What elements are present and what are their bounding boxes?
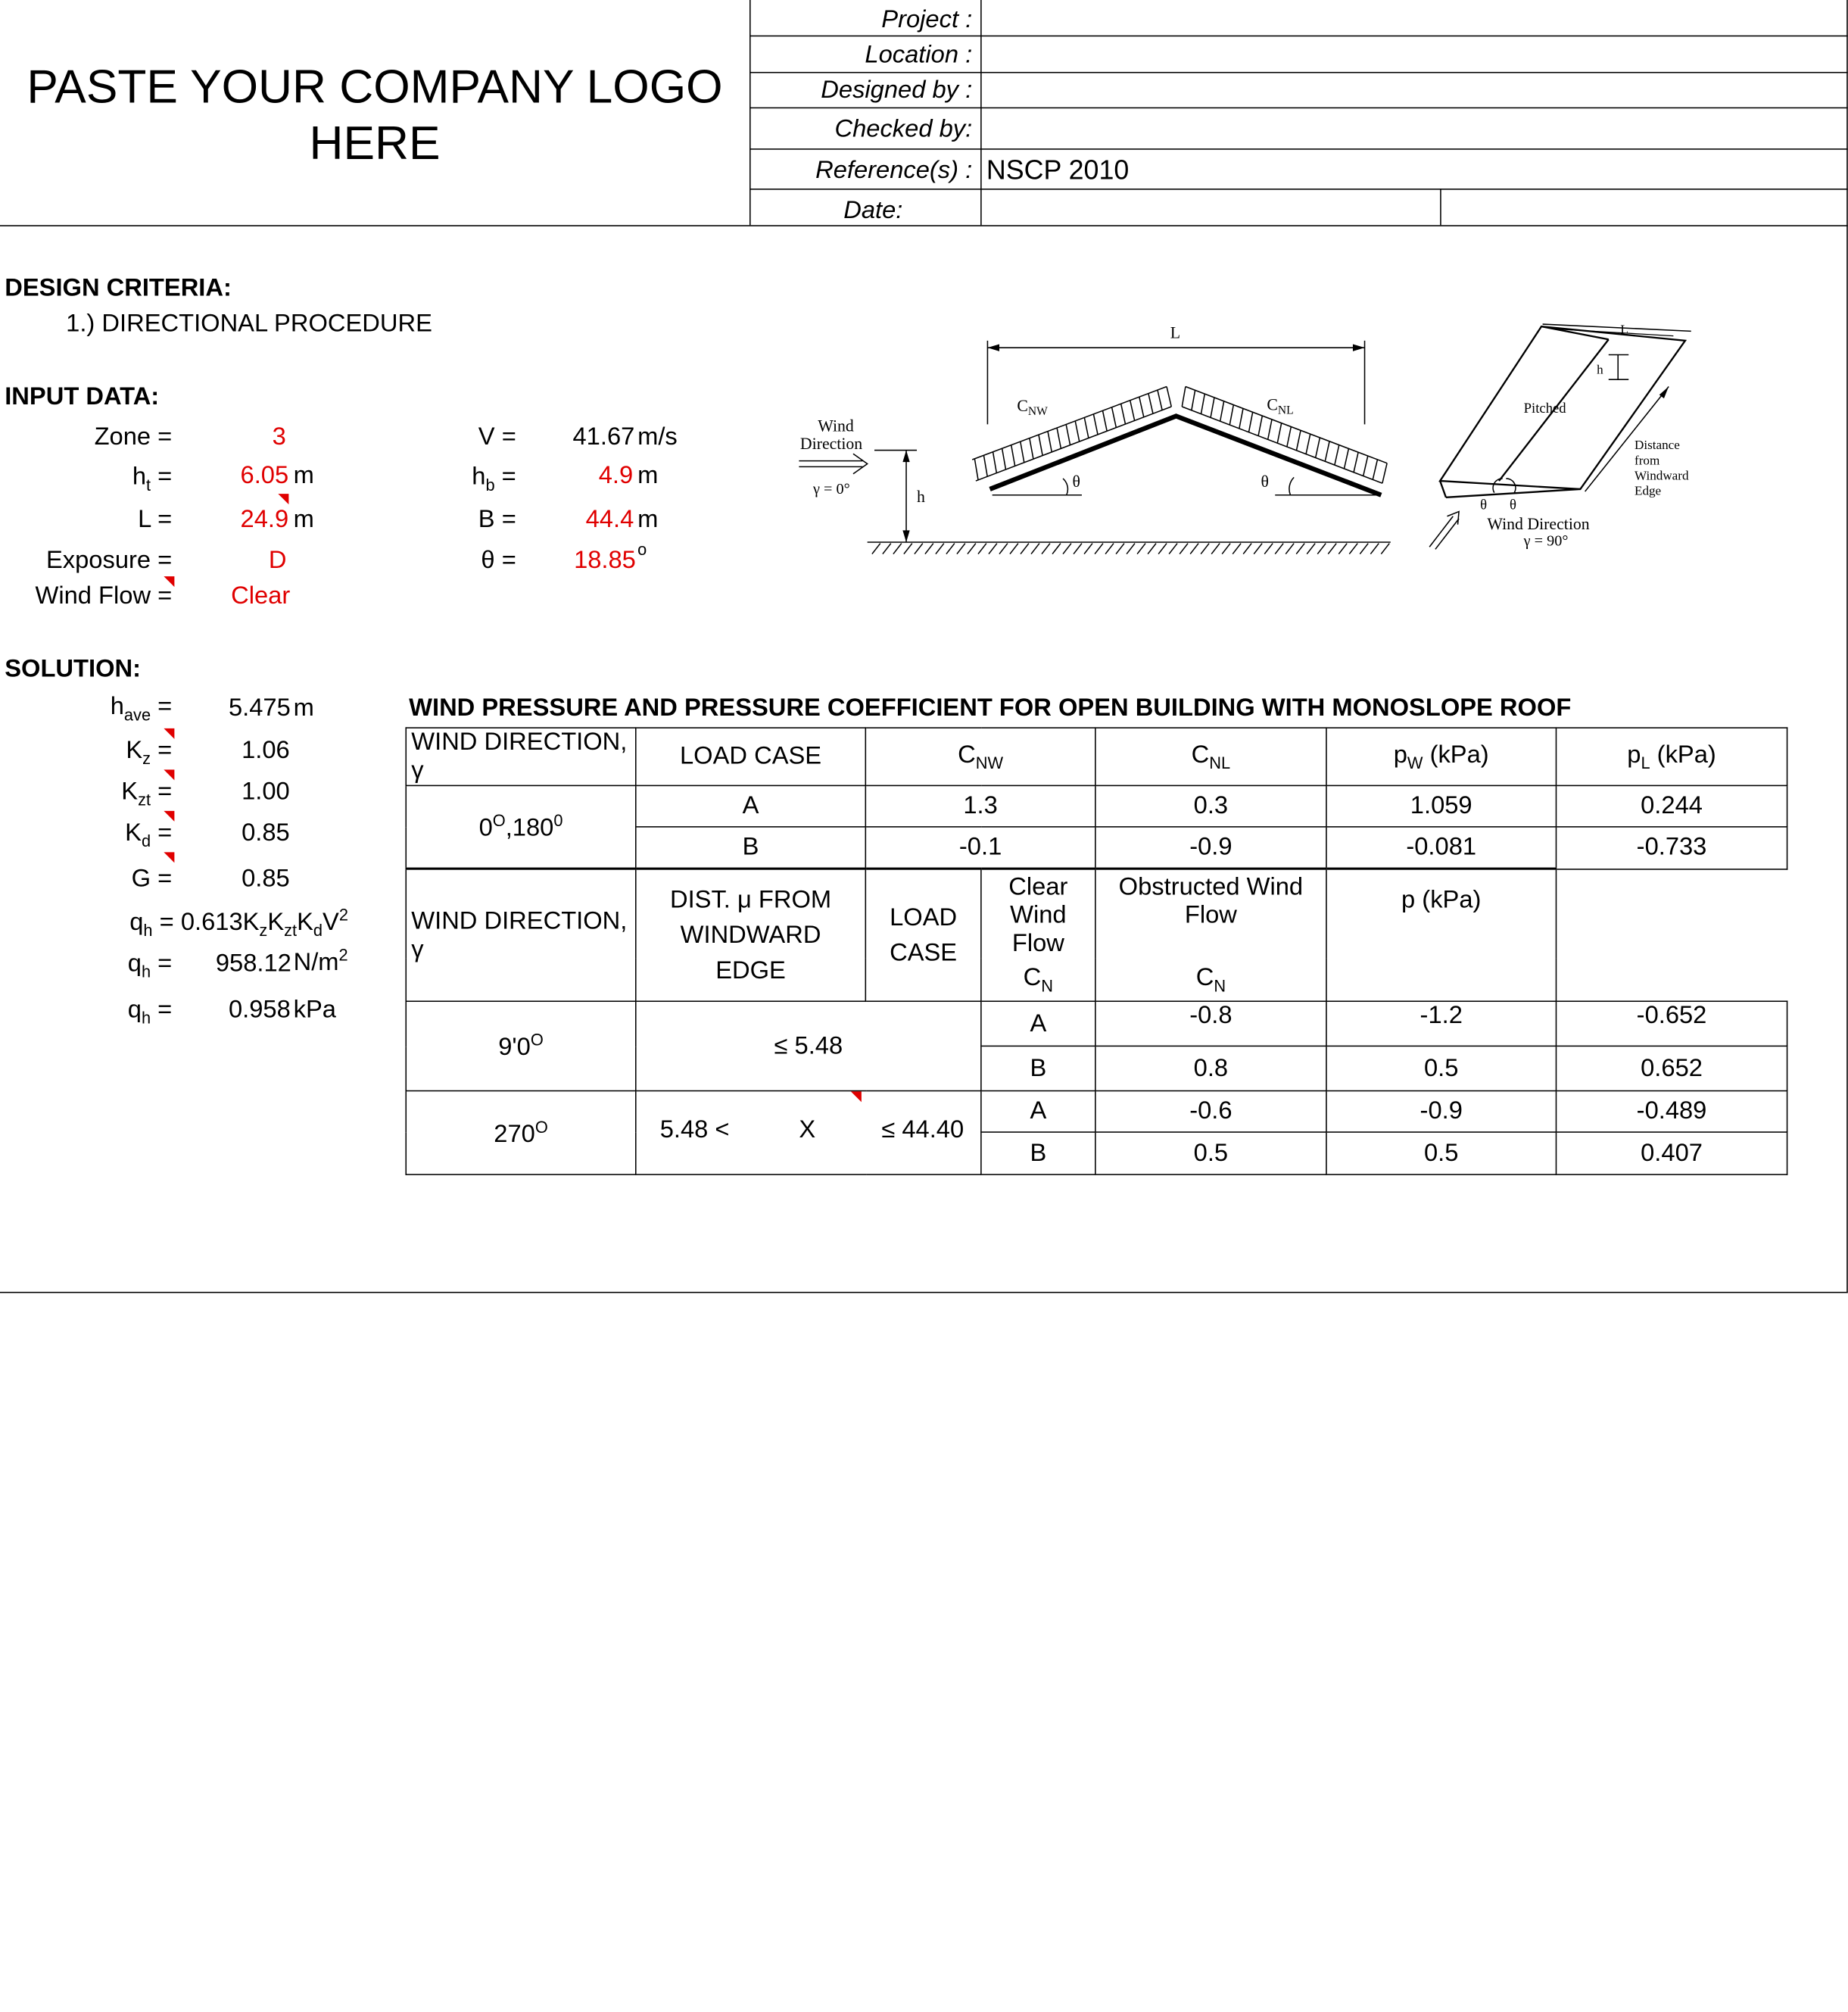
pressure-arrow	[1139, 397, 1144, 417]
kzt-value: 1.00	[242, 778, 290, 806]
cn-obstructed-a: -1.2	[1326, 1001, 1557, 1046]
qh-unit-kpa: kPa	[293, 996, 336, 1024]
ground-hatch	[1042, 544, 1050, 554]
ground-hatch	[936, 544, 944, 554]
pl-b: -0.733	[1556, 827, 1787, 869]
qh-unit-nm2-text: N/m	[293, 948, 339, 976]
header2-cn-clear-text: C	[1023, 964, 1042, 991]
pressure-arrow	[1316, 438, 1320, 457]
pressure-arrow	[1093, 414, 1098, 435]
label-theta-left: θ	[1072, 472, 1080, 491]
ground-hatch	[1021, 544, 1029, 554]
label-distance: Distance	[1635, 438, 1680, 453]
p-a: -0.489	[1556, 1091, 1787, 1132]
pressure-arrow	[1011, 445, 1015, 466]
ground-hatch	[1180, 544, 1188, 554]
header-load-case: LOAD CASE	[636, 728, 866, 785]
pressure-arrow	[1382, 463, 1387, 483]
direction-180-text: ,180	[505, 814, 554, 842]
header-pw-text: p	[1393, 741, 1407, 769]
pressure-arrow	[993, 451, 996, 473]
l-unit: m	[293, 505, 314, 533]
load-case-a: A	[636, 785, 866, 826]
pressure-arrow	[1167, 387, 1171, 407]
header-cnl-text: C	[1191, 741, 1210, 769]
references-field[interactable]: NSCP 2010	[986, 154, 1130, 186]
ground-hatch	[1254, 544, 1262, 554]
ground-hatch	[915, 544, 923, 554]
ground-hatch	[1296, 544, 1304, 554]
pressure-arrow	[1325, 441, 1329, 461]
ground-hatch	[1169, 544, 1177, 554]
label-wind-direction: Wind Direction	[1487, 514, 1590, 533]
g-value: 0.85	[242, 865, 290, 893]
comment-marker[interactable]	[164, 769, 174, 780]
label-l: L	[1170, 323, 1181, 342]
distance-le-5-48: ≤ 5.48	[636, 1001, 981, 1090]
label-edge: Edge	[1635, 483, 1662, 498]
ground-hatch	[968, 544, 976, 554]
load-case-b: B	[981, 1132, 1095, 1174]
label-cnw-sub: NW	[1027, 404, 1048, 418]
label-wind: Wind	[818, 416, 854, 435]
cn-obstructed-b: 0.5	[1326, 1132, 1557, 1174]
distance-upper: ≤ 44.40	[881, 1116, 965, 1143]
pressure-arrow	[1268, 420, 1272, 439]
b-unit: m	[637, 505, 659, 533]
ground-hatch	[1328, 544, 1336, 554]
qh-formula-text: = 0.613K	[159, 909, 260, 936]
label-cnl-sub: NL	[1277, 404, 1294, 417]
ground-hatch	[1275, 544, 1283, 554]
pressure-arrow	[1306, 434, 1310, 454]
table-row	[406, 728, 1787, 785]
ground-hatch	[1148, 544, 1156, 554]
ground-hatch	[1317, 544, 1326, 554]
have-unit: m	[293, 694, 314, 722]
pl-a: 0.244	[1556, 785, 1787, 826]
company-logo-placeholder	[0, 59, 749, 172]
qh-label: $q_h$ =	[127, 996, 173, 1028]
pitched-roof-3d-diagram	[1420, 316, 1738, 563]
pressure-arrow	[1192, 390, 1195, 410]
p-a: -0.652	[1556, 1001, 1787, 1046]
pressure-arrow	[1112, 407, 1117, 428]
pressure-arrow	[1239, 408, 1243, 428]
ground-hatch	[1211, 544, 1220, 554]
pressure-arrow	[1344, 448, 1348, 468]
header-cnw-text: C	[958, 741, 976, 769]
qh-value-nm2: 958.12	[215, 950, 291, 978]
ground-hatch	[1243, 544, 1251, 554]
label-theta-3d-left: θ	[1480, 497, 1488, 513]
ground-hatch	[925, 544, 933, 554]
cnw-b: -0.1	[865, 827, 1095, 869]
ground-hatch	[1338, 544, 1347, 554]
pressure-arrow	[1258, 416, 1262, 435]
cnl-a: 0.3	[1095, 785, 1326, 826]
ground-hatch	[1360, 544, 1368, 554]
ground-hatch	[957, 544, 965, 554]
ground-hatch	[1222, 544, 1230, 554]
label-pitched: Pitched	[1523, 400, 1566, 416]
pressure-arrow	[1201, 394, 1204, 413]
ground-hatch	[1127, 544, 1135, 554]
header2-distance-line2: EDGE	[715, 956, 786, 984]
checked-by-field[interactable]	[982, 108, 1848, 148]
pressure-arrow	[1335, 445, 1339, 465]
header-wind-direction: WIND DIRECTION, γ	[406, 728, 636, 785]
cn-clear-a: -0.6	[1095, 1091, 1326, 1132]
pressure-arrow	[1148, 394, 1153, 414]
ground-hatch	[1370, 544, 1379, 554]
designed-by-field[interactable]	[982, 73, 1848, 108]
zone-value[interactable]: 3	[272, 423, 286, 451]
pressure-arrow	[1075, 421, 1079, 441]
ground-hatch	[883, 544, 891, 554]
ground-hatch	[1095, 544, 1103, 554]
label-direction: Direction	[799, 435, 863, 454]
ground-hatch	[1158, 544, 1167, 554]
pressure-arrows-windward	[972, 387, 1171, 482]
pressure-arrow	[1287, 427, 1291, 447]
ground-hatch	[978, 544, 986, 554]
input-data-title: INPUT DATA:	[5, 382, 160, 410]
ground-hatch	[1137, 544, 1145, 554]
hb-label: $h_b$ =	[472, 463, 516, 494]
cn-clear-b: 0.5	[1095, 1132, 1326, 1174]
direction-90-text: 9'0	[498, 1034, 531, 1061]
ground-hatch	[1190, 544, 1198, 554]
ground-hatch	[1116, 544, 1124, 554]
wind-pressure-table	[405, 727, 1787, 1174]
label-cnw-c: C	[1017, 397, 1028, 416]
pressure-arrow	[1220, 401, 1224, 421]
label-gamma-90: γ = 90°	[1523, 532, 1569, 550]
checked-by-label: Checked by:	[834, 115, 973, 143]
location-label: Location :	[865, 41, 973, 69]
comment-marker[interactable]	[278, 494, 288, 504]
header-cnl: $C_{NL}$	[1095, 728, 1326, 785]
design-criteria-title: DESIGN CRITERIA:	[5, 274, 232, 302]
b-label: B =	[478, 505, 516, 533]
designed-by-label: Designed by :	[821, 76, 973, 104]
pressure-arrow	[1048, 431, 1052, 451]
pressure-arrow	[1121, 404, 1126, 424]
load-case-a: A	[981, 1091, 1095, 1132]
hb-value[interactable]: 4.9	[598, 462, 634, 489]
header2-load-line1: LOAD	[890, 903, 958, 931]
ground-hatch	[1063, 544, 1071, 554]
label-gamma-0: γ = 0°	[813, 481, 850, 498]
header2-distance-line1: DIST. μ FROM WINDWARD	[669, 885, 832, 949]
b-value[interactable]: 44.4	[585, 505, 634, 533]
pressure-arrow	[1130, 401, 1135, 421]
header2-p: p (kPa)	[1326, 869, 1557, 1001]
pressure-arrow	[1296, 430, 1301, 450]
design-criteria-item: 1.) DIRECTIONAL PROCEDURE	[66, 310, 432, 338]
ground-hatch	[1201, 544, 1209, 554]
label-h-3d: h	[1597, 362, 1603, 377]
exposure-label: Exposure =	[45, 547, 173, 575]
label-cnl-c: C	[1267, 395, 1278, 414]
comment-marker[interactable]	[164, 728, 174, 739]
ground-hatch	[946, 544, 955, 554]
kd-value: 0.85	[242, 819, 290, 847]
exposure-value[interactable]: D	[268, 547, 287, 575]
header2-distance	[636, 869, 866, 1001]
wind-flow-value[interactable]: Clear	[231, 582, 291, 610]
pressure-arrow	[1363, 456, 1368, 476]
l-label: L =	[138, 505, 173, 533]
ground-hatch	[999, 544, 1008, 554]
pressure-arrow	[1030, 438, 1033, 459]
cn-obstructed-b: 0.5	[1326, 1046, 1557, 1090]
logo-line-1: PASTE YOUR COMPANY LOGO	[26, 61, 723, 114]
ground-hatch	[989, 544, 997, 554]
direction-270-text: 270	[494, 1120, 535, 1148]
ht-value[interactable]: 6.05	[240, 462, 289, 489]
hb-unit: m	[637, 462, 659, 489]
header2-cn-obstructed: $C_N$	[1095, 958, 1326, 1001]
solution-title: SOLUTION:	[5, 655, 142, 683]
pressure-arrow	[1373, 460, 1377, 479]
distance-range	[636, 1091, 981, 1175]
ground-hatch	[1381, 544, 1389, 554]
label-from: from	[1635, 453, 1660, 468]
direction-90: $9'0^O$	[406, 1001, 636, 1090]
p-b: 0.407	[1556, 1132, 1787, 1174]
have-value: 5.475	[228, 694, 291, 722]
comment-marker[interactable]	[851, 1091, 862, 1102]
direction-0-180: $0^O,180^0$	[406, 785, 636, 869]
pressure-arrow	[1248, 412, 1252, 432]
label-theta-3d-right: θ	[1510, 497, 1516, 513]
label-h: h	[917, 488, 925, 507]
header2-load-case	[865, 869, 981, 1001]
date-field[interactable]	[982, 190, 1441, 226]
qh-formula: $q_h = 0.613K_zK_{zt}K_dV^2$	[129, 905, 348, 940]
ground-hatch	[872, 544, 880, 554]
cn-obstructed-a: -0.9	[1326, 1091, 1557, 1132]
pw-a: 1.059	[1326, 785, 1557, 826]
comment-marker[interactable]	[164, 576, 174, 587]
v-value: 41.67	[572, 423, 635, 451]
project-label: Project :	[881, 5, 973, 33]
cn-clear-a: -0.8	[1095, 1001, 1326, 1046]
table-row	[406, 869, 1787, 958]
ground-hatch	[1349, 544, 1357, 554]
v-label: V =	[478, 423, 516, 451]
pressure-arrow	[1066, 424, 1070, 445]
distance-x: X	[799, 1116, 816, 1143]
pressure-arrow	[1354, 452, 1358, 472]
cnw-a: 1.3	[865, 785, 1095, 826]
pressure-arrow	[1084, 417, 1089, 438]
ground-hatch	[893, 544, 902, 554]
table-row	[406, 1001, 1787, 1046]
qh-unit-nm2: $N/m^2$	[293, 945, 348, 976]
pressure-arrow	[983, 455, 987, 476]
header-pw: $p_W$ (kPa)	[1326, 728, 1557, 785]
pressure-arrow	[1002, 448, 1006, 469]
g-label: G =	[131, 865, 173, 893]
kz-label: $K_z$ =	[126, 736, 173, 768]
wind-flow-label: Wind Flow =	[35, 582, 173, 610]
pressure-arrow	[1021, 441, 1024, 463]
p-b: 0.652	[1556, 1046, 1787, 1090]
date-label: Date:	[843, 196, 903, 224]
logo-line-2: HERE	[309, 117, 441, 170]
pressure-arrow	[1182, 387, 1186, 407]
theta-value: 18.85	[574, 547, 636, 575]
header2-wind-direction: WIND DIRECTION, γ	[406, 869, 636, 1001]
pressure-arrow	[1057, 428, 1061, 448]
label-theta-right: θ	[1261, 472, 1269, 491]
ground-hatch	[1105, 544, 1114, 554]
roof-section-diagram	[790, 312, 1402, 560]
qh-label: $q_h$ =	[127, 950, 173, 981]
header2-obstructed-flow: Obstructed Wind Flow	[1095, 869, 1326, 958]
l-value[interactable]: 24.9	[240, 505, 289, 533]
label-cnw	[1017, 397, 1048, 418]
table-row	[406, 1091, 1787, 1132]
header-pl: $p_L$ (kPa)	[1556, 728, 1787, 785]
header2-cn-clear: $C_N$	[981, 958, 1095, 1001]
pressure-arrow	[1211, 398, 1214, 417]
ground-hatch	[1031, 544, 1039, 554]
distance-lower: 5.48 <	[659, 1116, 730, 1143]
header2-load-line2: CASE	[890, 938, 958, 966]
kd-label: $K_d$ =	[125, 819, 173, 850]
pressure-arrow	[1039, 435, 1042, 455]
theta-label: θ =	[481, 547, 516, 575]
ground-hatch	[1233, 544, 1241, 554]
pressure-arrow	[1102, 410, 1107, 431]
ground-hatch	[1052, 544, 1061, 554]
v-unit: m/s	[637, 423, 678, 451]
ground-hatch	[1074, 544, 1082, 554]
pressure-arrow	[1277, 423, 1281, 443]
ground-hatch	[1010, 544, 1018, 554]
direction-0-text: 0	[478, 814, 493, 842]
table-row	[406, 785, 1787, 826]
label-cnl	[1267, 396, 1293, 417]
load-case-b: B	[981, 1046, 1095, 1090]
pressure-arrow	[1158, 390, 1162, 410]
load-case-a: A	[981, 1001, 1095, 1046]
ground-hatch	[1084, 544, 1092, 554]
project-field[interactable]	[982, 2, 1848, 36]
kz-value: 1.06	[242, 736, 290, 764]
location-field[interactable]	[982, 36, 1848, 72]
header-cnw: $C_{NW}$	[865, 728, 1095, 785]
comment-marker[interactable]	[164, 852, 174, 863]
ht-unit: m	[293, 462, 314, 489]
kzt-label: $K_{zt}$ =	[121, 778, 173, 809]
ground-hatch	[904, 544, 912, 554]
header2-cn-obstructed-text: C	[1195, 964, 1214, 991]
pressure-arrow	[1229, 405, 1233, 425]
ground-hatch	[1285, 544, 1294, 554]
cn-clear-b: 0.8	[1095, 1046, 1326, 1090]
zone-label: Zone =	[94, 423, 173, 451]
direction-270: $270^O$	[406, 1091, 636, 1175]
have-label: $h_{ave}$ =	[110, 693, 173, 724]
references-label: Reference(s) :	[815, 157, 973, 184]
ht-label: $h_t$ =	[132, 463, 173, 494]
cnl-b: -0.9	[1095, 827, 1326, 869]
label-windward: Windward	[1635, 468, 1689, 483]
qh-value-kpa: 0.958	[228, 996, 291, 1024]
label-l-3d: L	[1620, 322, 1628, 337]
pressure-arrows-leeward	[1182, 387, 1387, 484]
header2-clear-flow: Clear Wind Flow	[981, 869, 1095, 958]
ground-hatch	[1307, 544, 1315, 554]
pw-b: -0.081	[1326, 827, 1557, 869]
ground-hatch	[1264, 544, 1273, 554]
comment-marker[interactable]	[164, 811, 174, 822]
load-case-b: B	[636, 827, 866, 869]
header-pl-text: p	[1627, 741, 1641, 769]
theta-unit: o	[637, 539, 647, 559]
table-title: WIND PRESSURE AND PRESSURE COEFFICIENT FOR OPEN BUILDING WITH MONOSLOPE ROOF	[409, 694, 1572, 722]
pressure-arrow	[974, 458, 978, 479]
